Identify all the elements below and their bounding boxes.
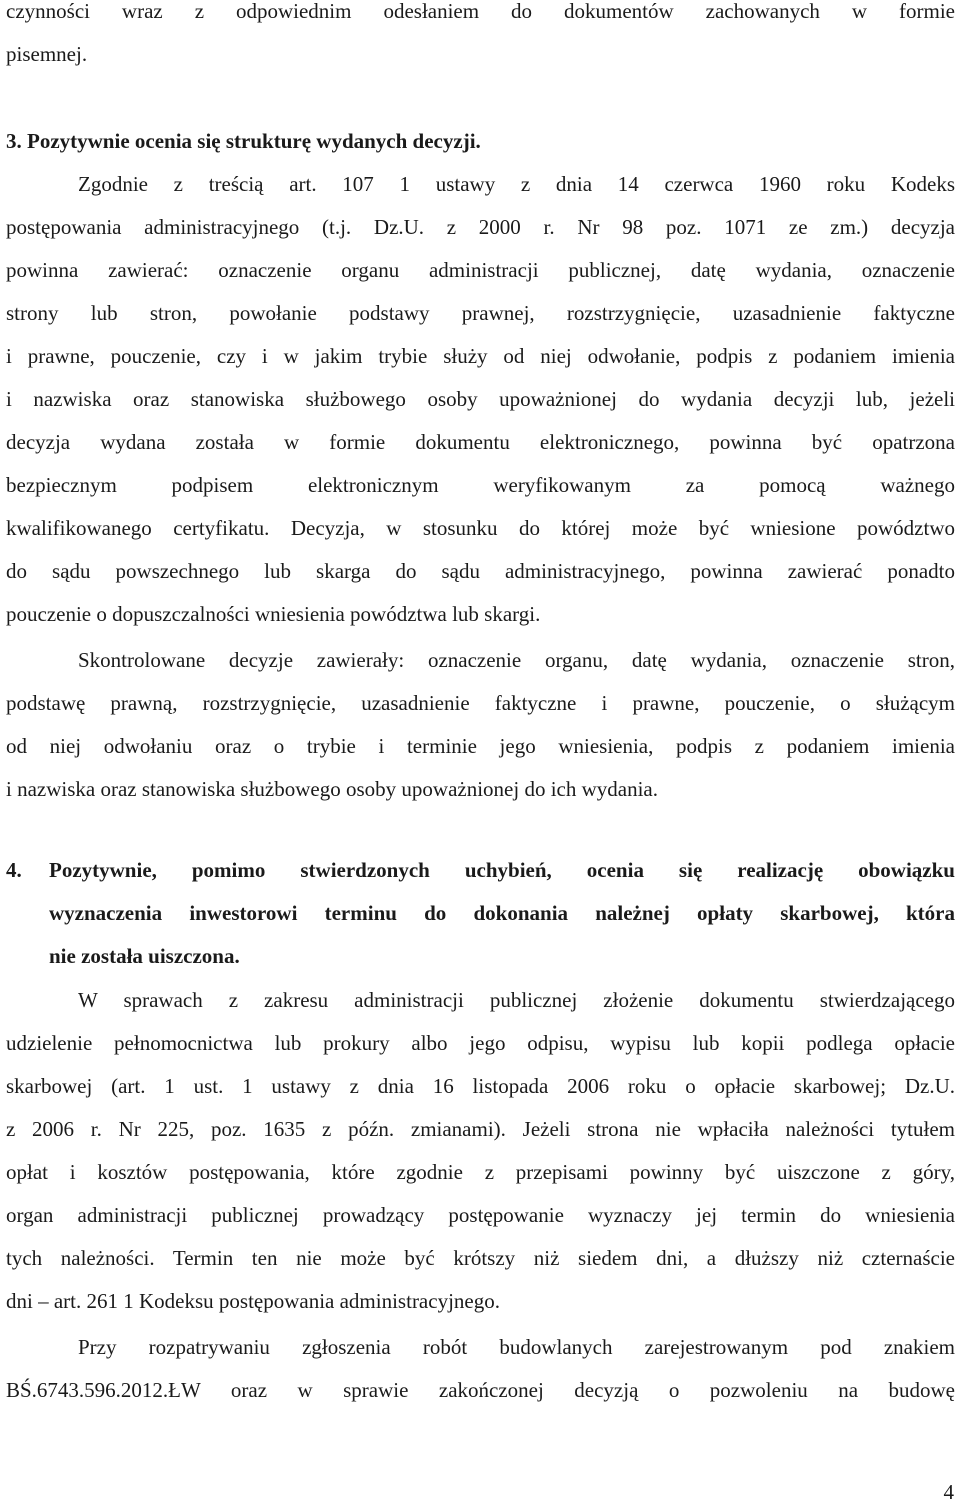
text-line: i nazwiska oraz stanowiska służbowego osoby upoważnionej do wydania decyzji lub, jeżeli	[6, 387, 955, 411]
text-line: skarbowej (art. 1 ust. 1 ustawy z dnia 16 listopada 2006 roku o opłacie skarbowej; Dz.U.	[6, 1074, 955, 1098]
section-heading: 3. Pozytywnie ocenia się strukturę wydanych decyzji.	[6, 129, 481, 153]
text-line: pisemnej.	[6, 42, 88, 66]
text-line: i nazwiska oraz stanowiska służbowego osoby upoważnionej do ich wydania.	[6, 777, 659, 801]
section-heading: Pozytywnie, pomimo stwierdzonych uchybień, ocenia się realizację obowiązku	[49, 858, 955, 882]
text-line: z 2006 r. Nr 225, poz. 1635 z późn. zmianami). Jeżeli strona nie wpłaciła należności tytułem	[6, 1117, 955, 1141]
text-line: Skontrolowane decyzje zawierały: oznaczenie organu, datę wydania, oznaczenie stron,	[78, 648, 955, 672]
section-heading: nie została uiszczona.	[49, 944, 240, 968]
text-line: bezpiecznym podpisem elektronicznym weryfikowanym za pomocą ważnego	[6, 473, 955, 497]
text-line: strony lub stron, powołanie podstawy prawnej, rozstrzygnięcie, uzasadnienie faktyczne	[6, 301, 955, 325]
page-number: 4	[943, 1480, 954, 1504]
text-line: czynności wraz z odpowiednim odesłaniem do dokumentów zachowanych w formie	[6, 0, 955, 23]
text-line: dni – art. 261 1 Kodeksu postępowania administracyjnego.	[6, 1289, 500, 1313]
text-line: podstawę prawną, rozstrzygnięcie, uzasadnienie faktyczne i prawne, pouczenie, o służącym	[6, 691, 955, 715]
text-line: tych należności. Termin ten nie może być krótszy niż siedem dni, a dłuższy niż czternaście	[6, 1246, 955, 1270]
text-line: od niej odwołaniu oraz o trybie i terminie jego wniesienia, podpis z podaniem imienia	[6, 734, 955, 758]
text-line: decyzja wydana została w formie dokumentu elektronicznego, powinna być opatrzona	[6, 430, 955, 454]
text-line: udzielenie pełnomocnictwa lub prokury albo jego odpisu, wypisu lub kopii podlega opłacie	[6, 1031, 955, 1055]
text-line: Przy rozpatrywaniu zgłoszenia robót budowlanych zarejestrowanym pod znakiem	[78, 1335, 955, 1359]
text-line: opłat i kosztów postępowania, które zgodnie z przepisami powinny być uiszczone z góry,	[6, 1160, 955, 1184]
text-line: organ administracji publicznej prowadzący postępowanie wyznaczy jej termin do wniesienia	[6, 1203, 955, 1227]
text-line: kwalifikowanego certyfikatu. Decyzja, w stosunku do której może być wniesione powództwo	[6, 516, 955, 540]
text-line: i prawne, pouczenie, czy i w jakim trybie służy od niej odwołanie, podpis z podaniem imienia	[6, 344, 955, 368]
section-number: 4.	[6, 858, 22, 882]
text-line: W sprawach z zakresu administracji publicznej złożenie dokumentu stwierdzającego	[78, 988, 955, 1012]
text-line: BŚ.6743.596.2012.ŁW oraz w sprawie zakończonej decyzją o pozwoleniu na budowę	[6, 1378, 955, 1402]
text-line: powinna zawierać: oznaczenie organu administracji publicznej, datę wydania, oznaczenie	[6, 258, 955, 282]
text-line: pouczenie o dopuszczalności wniesienia powództwa lub skargi.	[6, 602, 541, 626]
text-line: do sądu powszechnego lub skarga do sądu administracyjnego, powinna zawierać ponadto	[6, 559, 955, 583]
section-heading: wyznaczenia inwestorowi terminu do dokonania należnej opłaty skarbowej, która	[49, 901, 955, 925]
text-line: Zgodnie z treścią art. 107 1 ustawy z dnia 14 czerwca 1960 roku Kodeks	[78, 172, 955, 196]
text-line: postępowania administracyjnego (t.j. Dz.U. z 2000 r. Nr 98 poz. 1071 ze zm.) decyzja	[6, 215, 955, 239]
